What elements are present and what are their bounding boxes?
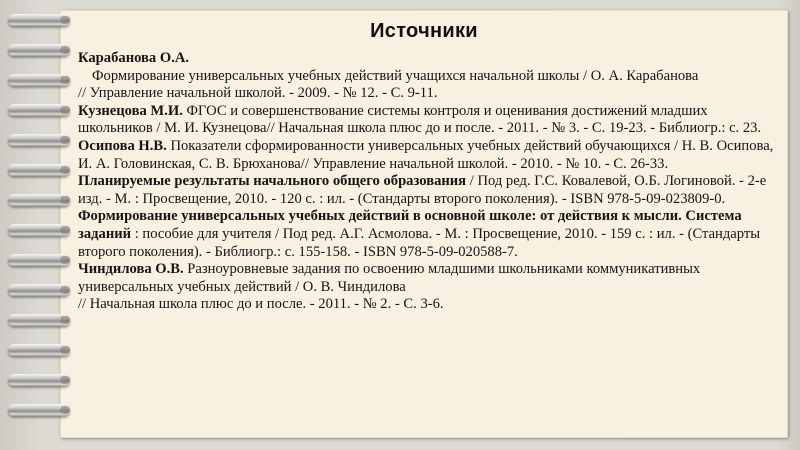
spiral-ring-icon <box>8 254 70 266</box>
reference-title: Планируемые результаты начального общего образования <box>78 173 467 190</box>
reference-author: Чиндилова О.В. <box>78 261 184 278</box>
spiral-binding <box>0 0 70 450</box>
spiral-ring-icon <box>8 224 70 236</box>
spiral-ring-icon <box>8 104 70 116</box>
spiral-ring-icon <box>8 74 70 86</box>
reference-author: Осипова Н.В. <box>78 137 167 154</box>
reference-entry-text: ФГОС и совершенствование системы контроля и оценивания достижений младших школьников / М. И. Кузнецова// Начальная школа плюс до и после. - 2011. - № 3. - С. 19-23. - Библиогр.: с. 23. <box>78 102 762 137</box>
reference-entry-text: Показатели сформированности универсальных учебных действий обучающихся / Н. В. Осипова, И. А. Головинская, С. В. Брюханова// Управление начальной школой. - 2010. - № 10. - С. 26-33. <box>78 137 774 172</box>
spiral-ring-icon <box>8 164 70 176</box>
reference-entry <box>78 208 782 261</box>
reference-entry <box>78 103 782 138</box>
spiral-ring-icon <box>8 284 70 296</box>
reference-entry <box>78 261 782 296</box>
spiral-ring-icon <box>8 344 70 356</box>
reference-entry-text: : пособие для учителя / Под ред. А.Г. Асмолова. - М. : Просвещение, 2010. - 159 с. : ил. - (Стандарты второго поколения). - Библиогр.: с. 155-158. - ISBN 978-5-09-020588-7. <box>78 225 761 260</box>
reference-title: Формирование универсальных учебных действий в основной школе: от действия к мысли. Система заданий <box>78 208 742 242</box>
reference-entry-text: // Управление начальной школой. - 2009. - № 12. - С. 9-11. <box>78 85 438 102</box>
spiral-ring-icon <box>8 314 70 326</box>
page-title: Источники <box>370 20 478 42</box>
reference-entry <box>78 173 782 208</box>
reference-entry-text: Формирование универсальных учебных действий учащихся начальной школы / О. А. Карабанова <box>92 67 699 84</box>
spiral-ring-icon <box>8 44 70 56</box>
reference-entry <box>78 50 782 68</box>
reference-author: Карабанова О.А. <box>78 50 190 66</box>
reference-entry-text: Разноуровневые задания по освоению младшими школьниками коммуникативных универсальных учебных действий / О. В. Чиндилова <box>78 261 701 295</box>
reference-list <box>78 50 782 314</box>
spiral-ring-icon <box>8 194 70 206</box>
spiral-ring-icon <box>8 404 70 416</box>
spiral-ring-icon <box>8 134 70 146</box>
reference-author: Кузнецова М.И. <box>78 102 183 119</box>
reference-entry-text: // Начальная школа плюс до и после. - 2011. - № 2. - С. 3-6. <box>78 296 444 313</box>
reference-entry <box>78 138 782 173</box>
spiral-ring-icon <box>8 374 70 386</box>
reference-entry-text: / Под ред. Г.С. Ковалевой, О.Б. Логиновой. - 2-е изд. - М. : Просвещение, 2010. - 120 с. : ил. - (Стандарты второго поколения). - ISBN 978-5-09-023809-0. <box>78 173 767 207</box>
